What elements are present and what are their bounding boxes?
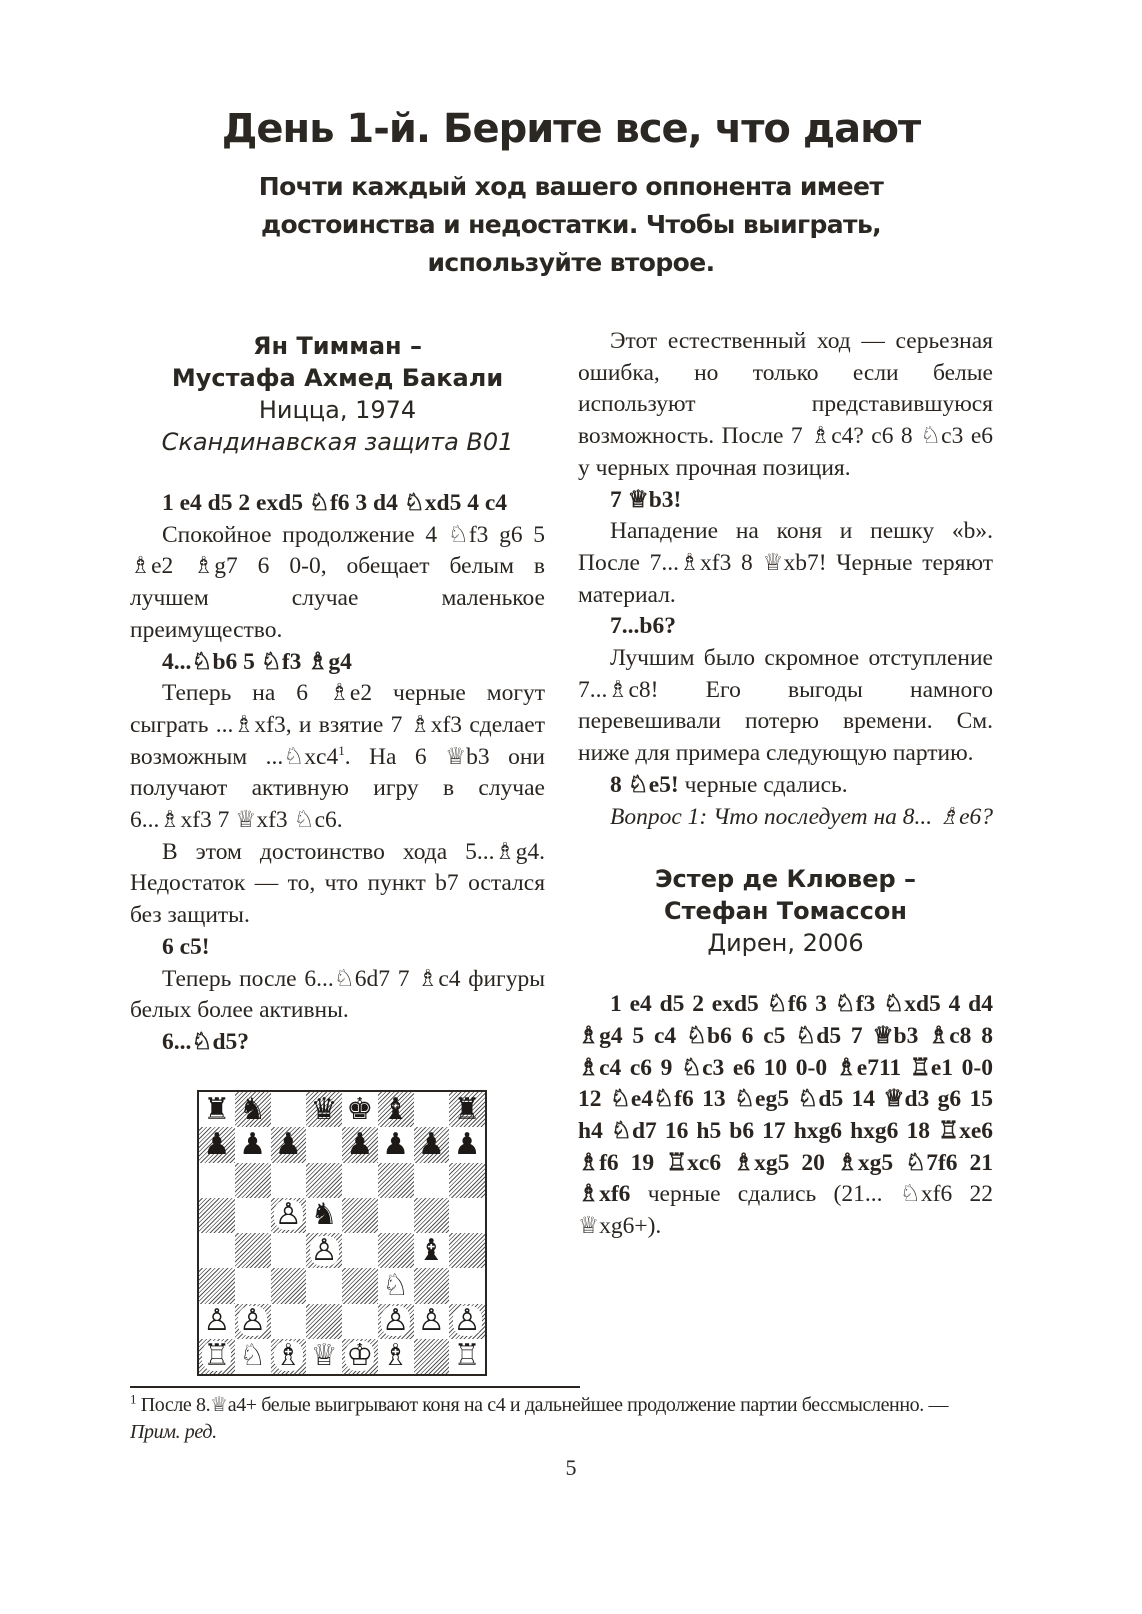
black-rook-icon: ♜ (453, 1091, 481, 1127)
spacer (578, 833, 993, 863)
board-square (342, 1233, 378, 1268)
white-bishop-icon: ♗ (274, 1338, 302, 1374)
board-square (235, 1092, 271, 1127)
board-square (199, 1233, 235, 1268)
footnote (130, 1392, 990, 1446)
board-square (235, 1268, 271, 1303)
white-pawn-icon: ♙ (453, 1303, 481, 1339)
board-square (271, 1233, 307, 1268)
spacer (578, 959, 993, 989)
black-pawn-icon: ♟ (382, 1126, 410, 1162)
game1-comment-2 (130, 678, 545, 837)
board-square (306, 1163, 342, 1198)
board-square (449, 1304, 485, 1339)
black-bishop-icon: ♝ (382, 1091, 410, 1127)
board-square (199, 1092, 235, 1127)
board-square (449, 1163, 485, 1198)
board-square (378, 1198, 414, 1233)
board-square (306, 1198, 342, 1233)
game1-opening: Скандинавская защита B01 (161, 428, 514, 456)
black-pawn-icon: ♟ (453, 1126, 481, 1162)
game1-comment-7: Лучшим было скромное отступление 7...♗c8! Его выгоды намного перевешивали потерю времени. См. ниже для примера следующую партию. (578, 645, 993, 767)
board-square (342, 1268, 378, 1303)
white-bishop-icon: ♗ (382, 1338, 410, 1374)
game2-moves (578, 989, 993, 1243)
game2-move-list: 1 e4 d5 2 exd5 ♘f6 3 ♘f3 ♘xd5 4 d4 ♗g4 5 c4 ♘b6 6 c5 ♘d5 7 ♕b3 ♗c8 8 ♗c4 c6 9 ♘c3 e6 10 0-0 ♗e711 ♖e1 0-0 12 ♘e4♘f6 13 ♘eg5 ♘d5 14 ♕d3 g6 15 h4 ♘d7 16 h5 b6 17 hxg6 hxg6 18 ♖xe6 ♗f6 19 ♖xc6 ♗xg5 20 ♗xg5 ♘7f6 21 ♗xf6 (578, 991, 993, 1208)
board-square (235, 1198, 271, 1233)
board-square (306, 1233, 342, 1268)
chess-diagram (197, 1090, 487, 1376)
board-square (378, 1127, 414, 1162)
game1-result: черные сдались. (678, 771, 848, 798)
board-square (306, 1127, 342, 1162)
white-king-icon: ♔ (346, 1338, 374, 1374)
board-square (414, 1163, 450, 1198)
board-square (306, 1304, 342, 1339)
chapter-subtitle: Почти каждый ход вашего оппонента имеет достоинства и недостатки. Чтобы выиграть, используйте второе. (258, 172, 884, 277)
game1-moves-7: 8 ♘e5! (610, 771, 679, 798)
board-square (235, 1233, 271, 1268)
comment-2a: Теперь на 6 ♗e2 черные могут сыграть ...♗xf3, и взятие 7 ♗xf3 сделает возможным ...♘xc4 (130, 680, 545, 770)
black-knight-icon: ♞ (239, 1091, 267, 1127)
board-square (235, 1339, 271, 1374)
board-square (199, 1163, 235, 1198)
black-bishop-icon: ♝ (417, 1232, 445, 1268)
board-square (414, 1233, 450, 1268)
board-square (342, 1163, 378, 1198)
board-square (271, 1127, 307, 1162)
board-square (378, 1092, 414, 1127)
game1-moves-5: 7 ♕b3! (610, 486, 682, 513)
game1-place: Ницца, 1974 (258, 396, 417, 424)
board-square (271, 1339, 307, 1374)
question-1: Вопрос 1: Что последует на 8... ♗e6? (610, 803, 994, 830)
board-square (342, 1198, 378, 1233)
right-column (578, 326, 993, 1243)
board-square (378, 1339, 414, 1374)
board-square (449, 1268, 485, 1303)
game1-comment-6: Нападение на коня и пешку «b». После 7...♗xf3 8 ♕xb7! Черные теряют материал. (578, 518, 993, 608)
game1-black-player: Мустафа Ахмед Бакали (171, 364, 504, 392)
board-square (378, 1268, 414, 1303)
board-square (449, 1339, 485, 1374)
black-pawn-icon: ♟ (239, 1126, 267, 1162)
white-pawn-icon: ♙ (417, 1303, 445, 1339)
black-queen-icon: ♛ (310, 1091, 338, 1127)
board-square (414, 1304, 450, 1339)
board-square (449, 1198, 485, 1233)
game1-header (130, 330, 545, 458)
game1-comment-4: Теперь после 6...♘6d7 7 ♗c4 фигуры белых более активны. (130, 965, 545, 1024)
board-square (271, 1092, 307, 1127)
footnote-text: После 8.♕a4+ белые выигрывают коня на c4 и дальнейшее продолжение партии бессмысленно. — (136, 1394, 949, 1416)
black-pawn-icon: ♟ (274, 1126, 302, 1162)
board-square (378, 1233, 414, 1268)
board-square (449, 1127, 485, 1162)
board-square (414, 1339, 450, 1374)
board-square (342, 1304, 378, 1339)
board-square (235, 1304, 271, 1339)
board-square (449, 1092, 485, 1127)
page-number: 5 (565, 1455, 577, 1480)
white-pawn-icon: ♙ (274, 1197, 302, 1233)
board-square (449, 1233, 485, 1268)
chapter-title: День 1-й. Берите все, что дают (221, 106, 921, 152)
footnote-divider (130, 1386, 580, 1388)
white-knight-icon: ♘ (382, 1267, 410, 1303)
white-pawn-icon: ♙ (382, 1303, 410, 1339)
board-square (271, 1268, 307, 1303)
game1-moves-2: 4...♘b6 5 ♘f3 ♗g4 (162, 648, 352, 675)
footnote-editor-note: Прим. ред. (130, 1421, 217, 1443)
game2-black-player: Стефан Томассон (664, 897, 907, 926)
white-rook-icon: ♖ (453, 1338, 481, 1374)
white-pawn-icon: ♙ (239, 1303, 267, 1339)
left-column (130, 330, 545, 1059)
board-square (199, 1127, 235, 1162)
game1-comment-5: Этот естественный ход — серьезная ошибка, но только если белые используют представившуюся возможность. После 7 ♗c4? c6 8 ♘c3 e6 у черных прочная позиция. (578, 328, 993, 481)
board-square (235, 1163, 271, 1198)
game2-place: Дирен, 2006 (707, 929, 864, 958)
footnote-ref[interactable]: 1 (338, 742, 345, 758)
black-king-icon: ♚ (346, 1091, 374, 1127)
game1-comment-1: Спокойное продолжение 4 ♘f3 g6 5 ♗e2 ♗g7 6 0-0, обещает белым в лучшем случае маленькое преимущество. (130, 521, 545, 643)
board-square (199, 1198, 235, 1233)
board-square (414, 1198, 450, 1233)
board-square (342, 1339, 378, 1374)
board-square (199, 1304, 235, 1339)
footnote-mark: 1 (130, 1391, 137, 1407)
white-queen-icon: ♕ (310, 1338, 338, 1374)
game1-moves-6: 7...b6? (610, 613, 676, 640)
board-square (271, 1304, 307, 1339)
game2-white-player: Эстер де Клювер – (654, 865, 917, 894)
board-square (199, 1268, 235, 1303)
white-pawn-icon: ♙ (310, 1232, 338, 1268)
board-square (414, 1268, 450, 1303)
board-square (342, 1127, 378, 1162)
board-square (306, 1339, 342, 1374)
board-square (271, 1198, 307, 1233)
black-pawn-icon: ♟ (346, 1126, 374, 1162)
white-rook-icon: ♖ (203, 1338, 231, 1374)
board-square (378, 1304, 414, 1339)
game1-moves-4: 6...♘d5? (162, 1028, 250, 1055)
game1-moves-3: 6 c5! (162, 933, 210, 960)
board-square (342, 1092, 378, 1127)
black-knight-icon: ♞ (310, 1197, 338, 1233)
board-square (378, 1163, 414, 1198)
board-square (306, 1092, 342, 1127)
board-square (414, 1092, 450, 1127)
white-knight-icon: ♘ (239, 1338, 267, 1374)
board-square (306, 1268, 342, 1303)
white-pawn-icon: ♙ (203, 1303, 231, 1339)
comment-2b: . На 6 ♕b3 они получают активную игру в случае 6...♗xf3 7 ♕xf3 ♘c6. (130, 743, 545, 834)
chess-board (199, 1092, 485, 1374)
board-square (414, 1127, 450, 1162)
board-square (271, 1163, 307, 1198)
game1-final (578, 770, 993, 802)
board-square (199, 1339, 235, 1374)
black-pawn-icon: ♟ (203, 1126, 231, 1162)
game1-white-player: Ян Тимман – (253, 332, 422, 360)
game2-result: черные сдались (21... ♘xf6 22 ♕xg6+). (578, 1181, 993, 1240)
board-square (235, 1127, 271, 1162)
black-rook-icon: ♜ (203, 1091, 231, 1127)
spacer (130, 458, 545, 488)
game1-moves-1: 1 e4 d5 2 exd5 ♘f6 3 d4 ♘xd5 4 c4 (162, 490, 508, 516)
game1-comment-3: В этом достоинство хода 5...♗g4. Недостаток — то, что пункт b7 остался без защиты. (130, 838, 545, 929)
game2-header (578, 863, 993, 959)
black-pawn-icon: ♟ (417, 1126, 445, 1162)
